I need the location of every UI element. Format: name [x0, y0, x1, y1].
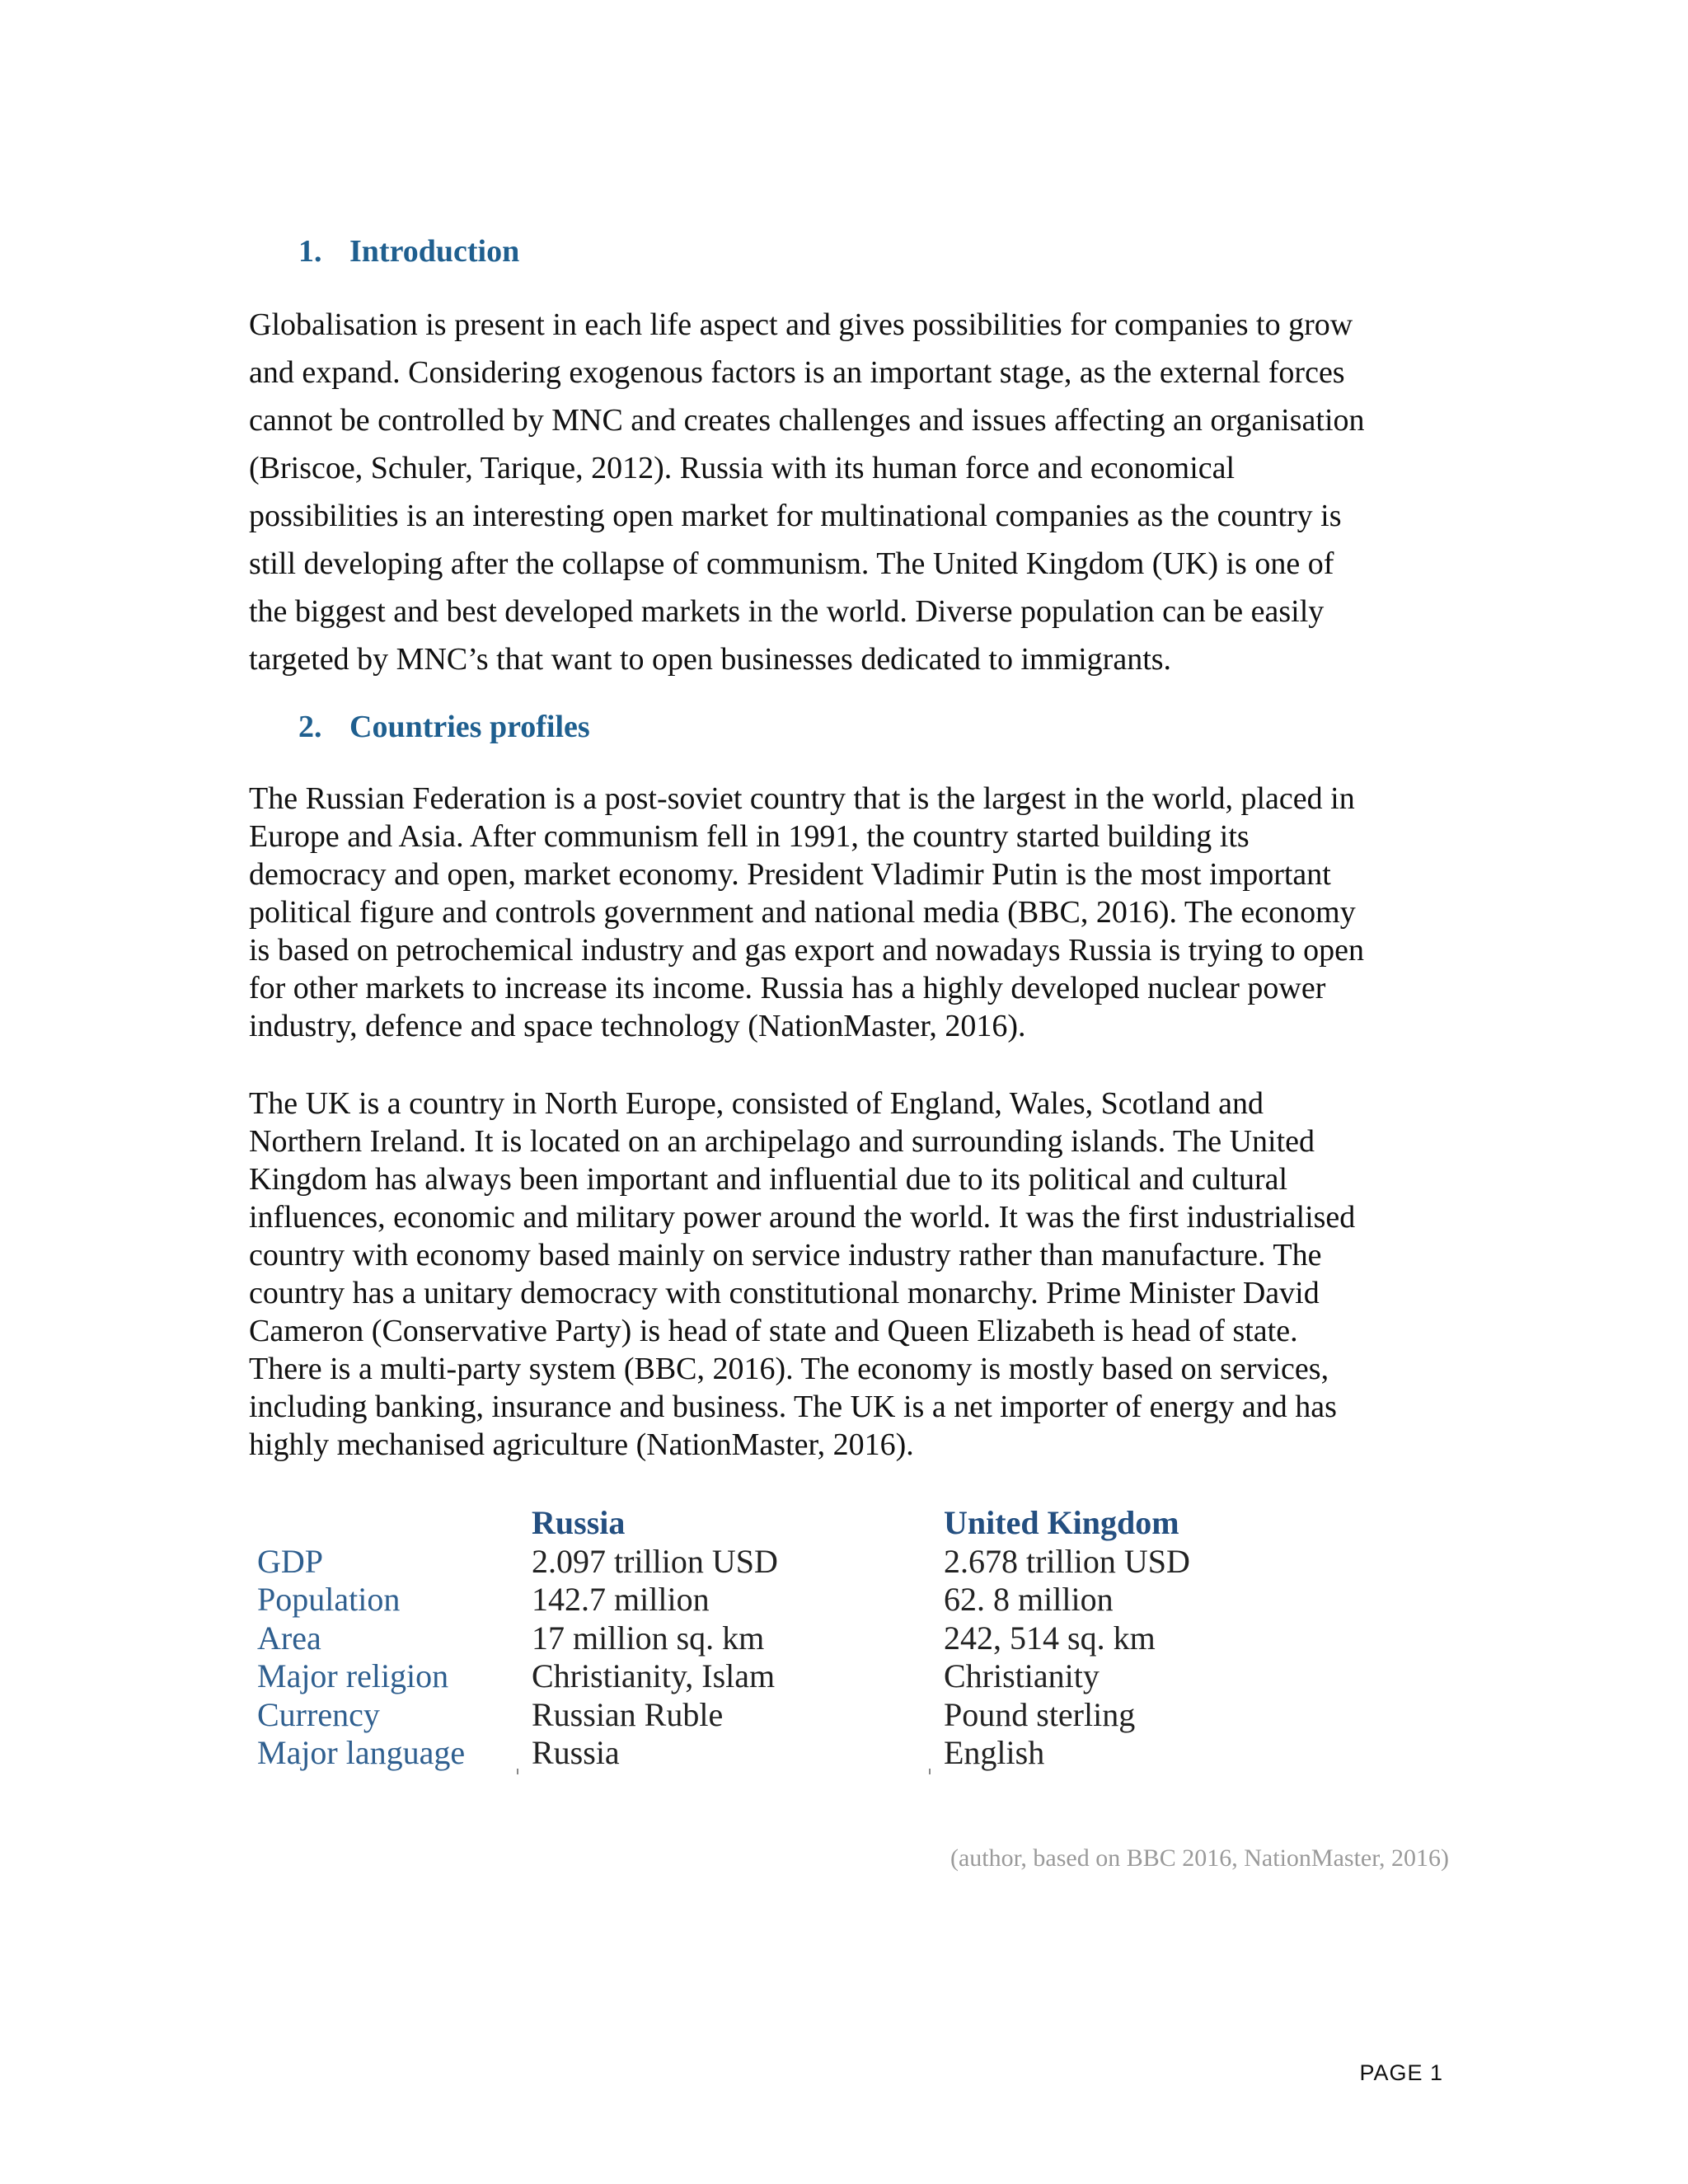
- table-row-label: Major religion: [257, 1657, 449, 1694]
- table-cell-uk: Christianity: [944, 1657, 1100, 1694]
- section-number: 2.: [298, 710, 322, 744]
- table-cell-uk: 62. 8 million: [944, 1581, 1114, 1618]
- text-line: democracy and open, market economy. President Vladimir Putin is the most important: [249, 857, 1331, 892]
- text-line: highly mechanised agriculture (NationMaster, 2016).: [249, 1427, 914, 1462]
- text-line: The UK is a country in North Europe, consisted of England, Wales, Scotland and: [249, 1086, 1264, 1121]
- text-line: including banking, insurance and business. The UK is a net importer of energy and has: [249, 1390, 1337, 1424]
- text-line: and expand. Considering exogenous factors is an important stage, as the external forces: [249, 355, 1345, 390]
- text-line: the biggest and best developed markets in the world. Diverse population can be easily: [249, 594, 1325, 629]
- text-line: Globalisation is present in each life aspect and gives possibilities for companies to grow: [249, 307, 1353, 342]
- table-header-russia: Russia: [532, 1504, 626, 1541]
- table-row: [249, 1734, 1320, 1773]
- table-row-label: Area: [257, 1619, 321, 1657]
- introduction-paragraph: [249, 301, 1365, 683]
- text-line: for other markets to increase its income. Russia has a highly developed nuclear power: [249, 971, 1326, 1005]
- text-line: is based on petrochemical industry and gas export and nowadays Russia is trying to open: [249, 933, 1364, 968]
- text-line: There is a multi-party system (BBC, 2016). The economy is mostly based on services,: [249, 1352, 1329, 1386]
- text-line: The Russian Federation is a post-soviet country that is the largest in the world, placed in: [249, 781, 1355, 816]
- table-tick-mark: [929, 1769, 931, 1774]
- table-cell-russia: Russian Ruble: [532, 1695, 724, 1733]
- text-line: (Briscoe, Schuler, Tarique, 2012). Russia with its human force and economical: [249, 451, 1236, 485]
- table-row: [249, 1696, 1320, 1735]
- section-heading-countries-profiles: [298, 709, 590, 747]
- table-row-label: Currency: [257, 1695, 380, 1733]
- section-title: Introduction: [349, 234, 520, 269]
- text-line: industry, defence and space technology (NationMaster, 2016).: [249, 1009, 1026, 1043]
- table-row: [249, 1657, 1320, 1696]
- table-header-uk: United Kingdom: [944, 1504, 1179, 1541]
- table-cell-russia: 2.097 trillion USD: [532, 1542, 778, 1580]
- text-line: Kingdom has always been important and influential due to its political and cultural: [249, 1162, 1288, 1197]
- table-header-row: [249, 1504, 1320, 1543]
- text-line: targeted by MNC’s that want to open businesses dedicated to immigrants.: [249, 642, 1172, 677]
- table-row: [249, 1543, 1320, 1582]
- text-line: influences, economic and military power around the world. It was the first industrialised: [249, 1200, 1356, 1235]
- table-cell-russia: Russia: [532, 1734, 620, 1771]
- table-cell-uk: English: [944, 1734, 1045, 1771]
- russia-paragraph: [249, 780, 1364, 1045]
- table-row-label: Population: [257, 1581, 401, 1618]
- table-row-label: Major language: [257, 1734, 466, 1771]
- text-line: Northern Ireland. It is located on an archipelago and surrounding islands. The United: [249, 1124, 1315, 1159]
- text-line: still developing after the collapse of communism. The United Kingdom (UK) is one of: [249, 546, 1334, 581]
- text-line: Cameron (Conservative Party) is head of state and Queen Elizabeth is head of state.: [249, 1314, 1298, 1348]
- table-row-label: GDP: [257, 1542, 324, 1580]
- text-line: Europe and Asia. After communism fell in 1991, the country started building its: [249, 819, 1250, 854]
- section-heading-introduction: [298, 233, 519, 271]
- text-line: political figure and controls government and national media (BBC, 2016). The economy: [249, 895, 1356, 930]
- country-comparison-table: [249, 1504, 1320, 1773]
- uk-paragraph: [249, 1085, 1355, 1464]
- table-cell-russia: 142.7 million: [532, 1581, 710, 1618]
- section-number: 1.: [298, 234, 322, 269]
- page-number: PAGE 1: [1359, 2060, 1443, 2085]
- table-cell-uk: 242, 514 sq. km: [944, 1619, 1156, 1657]
- table-row: [249, 1619, 1320, 1658]
- table-cell-russia: 17 million sq. km: [532, 1619, 765, 1657]
- section-title: Countries profiles: [349, 710, 590, 744]
- text-line: cannot be controlled by MNC and creates challenges and issues affecting an organisation: [249, 403, 1365, 438]
- text-line: country with economy based mainly on service industry rather than manufacture. The: [249, 1238, 1322, 1272]
- source-note: (author, based on BBC 2016, NationMaster, 2016): [950, 1844, 1449, 1872]
- text-line: possibilities is an interesting open market for multinational companies as the country is: [249, 499, 1342, 533]
- table-row: [249, 1581, 1320, 1619]
- table-tick-mark: [517, 1769, 518, 1774]
- table-cell-uk: 2.678 trillion USD: [944, 1542, 1190, 1580]
- table-cell-russia: Christianity, Islam: [532, 1657, 776, 1694]
- text-line: country has a unitary democracy with constitutional monarchy. Prime Minister David: [249, 1276, 1320, 1310]
- table-cell-uk: Pound sterling: [944, 1695, 1136, 1733]
